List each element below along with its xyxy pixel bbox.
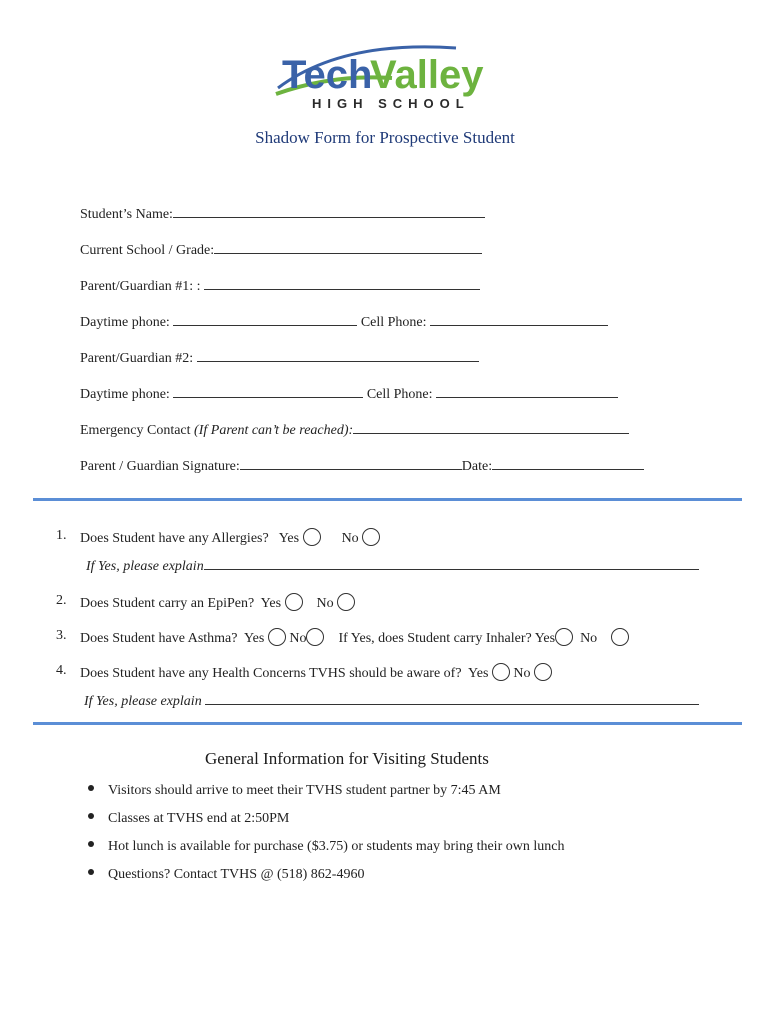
q4-explain-field[interactable] xyxy=(205,692,699,705)
guardian2-field[interactable] xyxy=(197,349,479,362)
q1-no-radio[interactable] xyxy=(362,528,380,546)
guardian2-row xyxy=(80,349,479,367)
current-school-label: Current School / Grade: xyxy=(80,243,215,258)
logo-subtitle: HIGH SCHOOL xyxy=(312,96,470,111)
q1-yes-label: Yes xyxy=(278,531,300,546)
general-info-item xyxy=(88,867,364,883)
bullet-icon xyxy=(88,813,94,819)
q3-row xyxy=(80,628,629,647)
phones2-row xyxy=(80,385,618,403)
q4-explain-row xyxy=(84,692,699,710)
q3-no-label: No xyxy=(289,631,307,646)
general-info-text: Visitors should arrive to meet their TVHS student partner by 7:45 AM xyxy=(108,783,501,798)
student-name-label: Student’s Name: xyxy=(80,207,173,222)
daytime-phone-2-field[interactable] xyxy=(173,385,363,398)
q2-no-radio[interactable] xyxy=(337,593,355,611)
general-info-item xyxy=(88,783,501,799)
form-title: Shadow Form for Prospective Student xyxy=(255,128,515,147)
cell-phone-1-label: Cell Phone: xyxy=(360,315,427,330)
q4-yes-radio[interactable] xyxy=(492,663,510,681)
divider-top xyxy=(33,498,742,501)
general-info-item xyxy=(88,839,564,855)
student-name-field[interactable] xyxy=(173,205,485,218)
signature-row xyxy=(80,457,644,475)
q3-followup-yes-label: Yes xyxy=(534,631,556,646)
emergency-contact-note: (If Parent can’t be reached): xyxy=(194,423,354,438)
guardian2-label: Parent/Guardian #2: xyxy=(80,351,194,366)
general-info-title: General Information for Visiting Students xyxy=(205,749,489,768)
q1-explain-field[interactable] xyxy=(204,557,699,570)
date-field[interactable] xyxy=(492,457,644,470)
q2-yes-radio[interactable] xyxy=(285,593,303,611)
signature-field[interactable] xyxy=(240,457,462,470)
general-info-item xyxy=(88,811,289,827)
q2-number: 2. xyxy=(56,593,67,608)
cell-phone-2-label: Cell Phone: xyxy=(366,387,433,402)
q3-number: 3. xyxy=(56,628,67,643)
logo-tech-text: Tech xyxy=(282,53,373,97)
bullet-icon xyxy=(88,785,94,791)
q3-followup-text: If Yes, does Student carry Inhaler? xyxy=(338,631,532,646)
bullet-icon xyxy=(88,841,94,847)
q4-no-label: No xyxy=(513,666,531,681)
tech-valley-logo-mark xyxy=(272,44,492,114)
logo-valley-text: Valley xyxy=(370,53,484,97)
current-school-row xyxy=(80,241,482,259)
guardian1-field[interactable] xyxy=(204,277,480,290)
student-name-row xyxy=(80,205,485,223)
q4-row xyxy=(80,663,552,682)
q1-row xyxy=(80,528,380,547)
q2-yes-label: Yes xyxy=(260,596,282,611)
signature-label: Parent / Guardian Signature: xyxy=(80,459,240,474)
q2-row xyxy=(80,593,355,612)
current-school-field[interactable] xyxy=(214,241,482,254)
q2-no-label: No xyxy=(316,596,334,611)
q4-text: Does Student have any Health Concerns TVHS should be aware of? xyxy=(80,666,462,681)
general-info-text: Questions? Contact TVHS @ (518) 862-4960 xyxy=(108,867,365,882)
q4-yes-label: Yes xyxy=(468,666,489,681)
cell-phone-2-field[interactable] xyxy=(436,385,618,398)
q4-explain-label: If Yes, please explain xyxy=(84,694,202,709)
general-info-text: Classes at TVHS end at 2:50PM xyxy=(108,811,290,826)
q3-no-radio[interactable] xyxy=(306,628,324,646)
q3-yes-radio[interactable] xyxy=(268,628,286,646)
q1-explain-row xyxy=(86,557,699,575)
cell-phone-1-field[interactable] xyxy=(430,313,608,326)
daytime-phone-1-field[interactable] xyxy=(173,313,357,326)
q3-followup-no-label: No xyxy=(580,631,598,646)
q1-no-label: No xyxy=(341,531,359,546)
school-logo xyxy=(272,44,492,114)
q3-yes-label: Yes xyxy=(243,631,265,646)
date-label: Date: xyxy=(461,459,493,474)
q1-text: Does Student have any Allergies? xyxy=(80,531,269,546)
emergency-contact-label: Emergency Contact xyxy=(80,423,191,438)
daytime-phone-1-label: Daytime phone: xyxy=(80,315,170,330)
q2-text: Does Student carry an EpiPen? xyxy=(80,596,255,611)
bullet-icon xyxy=(88,869,94,875)
q4-number: 4. xyxy=(56,663,67,678)
phones1-row xyxy=(80,313,608,331)
daytime-phone-2-label: Daytime phone: xyxy=(80,387,170,402)
emergency-row xyxy=(80,421,629,439)
emergency-contact-field[interactable] xyxy=(353,421,629,434)
q1-yes-radio[interactable] xyxy=(303,528,321,546)
q3-text: Does Student have Asthma? xyxy=(80,631,238,646)
guardian1-label: Parent/Guardian #1: : xyxy=(80,279,201,294)
q3-followup-yes-radio[interactable] xyxy=(555,628,573,646)
q3-followup-no-radio[interactable] xyxy=(611,628,629,646)
divider-bottom xyxy=(33,722,742,725)
general-info-text: Hot lunch is available for purchase ($3.75) or students may bring their own lunch xyxy=(108,839,565,854)
q4-no-radio[interactable] xyxy=(534,663,552,681)
q1-number: 1. xyxy=(56,528,67,543)
q1-explain-label: If Yes, please explain xyxy=(86,559,204,574)
guardian1-row xyxy=(80,277,480,295)
